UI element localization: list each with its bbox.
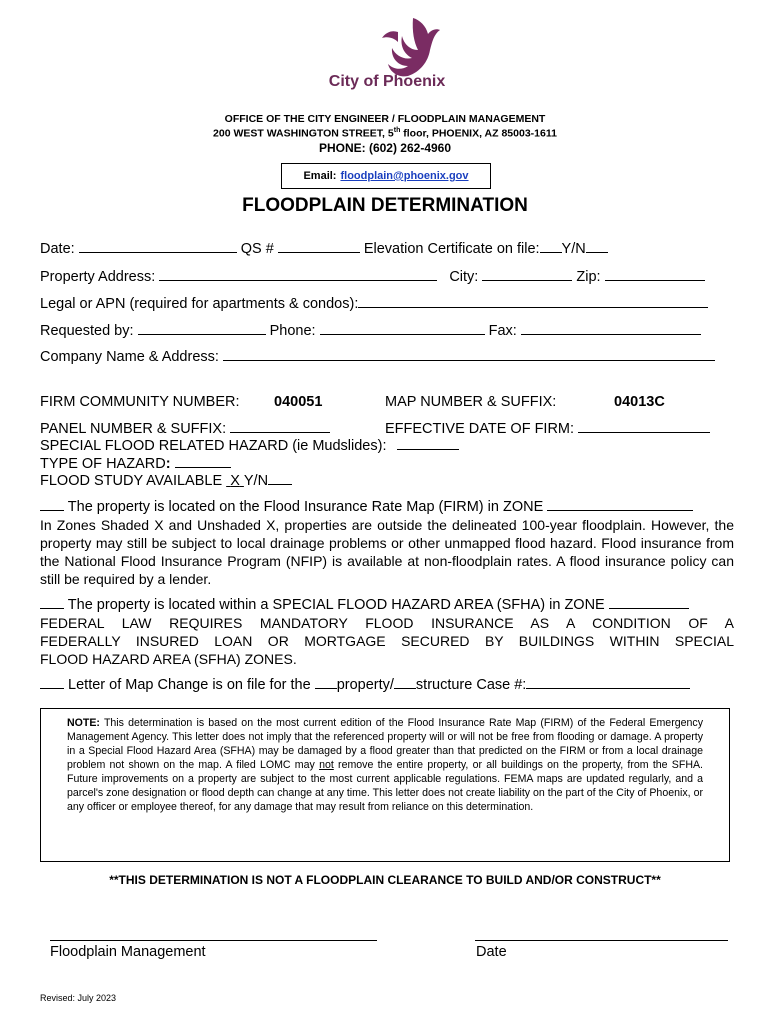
lomc-check[interactable] bbox=[40, 676, 64, 689]
firm-community-label: FIRM COMMUNITY NUMBER: bbox=[40, 394, 240, 410]
property-address-label: Property Address: bbox=[40, 269, 156, 285]
legal-apn-field[interactable] bbox=[358, 295, 708, 308]
lomc-property-label: property/ bbox=[336, 677, 394, 693]
note-box bbox=[40, 708, 730, 862]
zone-x-body: In Zones Shaded X and Unshaded X, properties are outside the delineated 100-year floodplain. However, the property may still be subject to local drainage problems or other unmapped flood hazard. Flood insurance from the National Flood Insurance Program (NFIP) is available at non-floodplain rates. A flood insurance policy can still be required by a lender. bbox=[40, 517, 734, 587]
office-address: 200 WEST WASHINGTON STREET, 5th floor, PHOENIX, AZ 85003-1611 bbox=[213, 127, 557, 140]
zone-x-check[interactable] bbox=[40, 498, 64, 511]
note-label: NOTE: bbox=[67, 717, 100, 729]
date-field[interactable] bbox=[79, 240, 237, 253]
requested-by-label: Requested by: bbox=[40, 323, 134, 339]
signature-line-left[interactable] bbox=[50, 940, 377, 941]
zone-x-lead: The property is located on the Flood Insurance Rate Map (FIRM) in ZONE bbox=[67, 499, 544, 515]
sfha-field[interactable] bbox=[609, 596, 689, 609]
lomc-case-field[interactable] bbox=[526, 676, 690, 689]
lomc-structure-label: structure Case #: bbox=[415, 677, 527, 693]
note-text-1: This determination is based on the most current edition of the Flood Insurance Rate Map (FIRM) of the Federal Emergency Management Agency. This letter does not imply that the referenced property will or will not be free from flooding or damage. A property in a Special Flood Hazard Area (SFHA) may be damaged by a flood greater than that predicted on the FIRM or from a local drainage problem not shown on the map. A filed LOMC may bbox=[67, 717, 703, 771]
signature-label-left: Floodplain Management bbox=[50, 944, 206, 960]
flood-study-value: X bbox=[230, 473, 240, 489]
panel-label: PANEL NUMBER & SUFFIX: bbox=[40, 421, 227, 437]
elevation-label: Elevation Certificate on file: bbox=[363, 241, 540, 257]
effective-field[interactable] bbox=[578, 420, 710, 433]
revised-date: Revised: July 2023 bbox=[40, 993, 117, 1003]
zip-label: Zip: bbox=[576, 269, 601, 285]
lomc-row bbox=[40, 676, 690, 693]
legal-apn-label: Legal or APN (required for apartments & condos): bbox=[40, 296, 359, 312]
legal-row bbox=[40, 295, 708, 312]
company-field[interactable] bbox=[223, 348, 715, 361]
phone-field[interactable] bbox=[320, 322, 485, 335]
note-text-2: remove the entire property, or all buildings on the property, from the SFHA. Future improvements on a property are subject to the most current applicable regulations. FEMA maps are updated regularly, and a parcel's zone designation or flood depth can change at any time. This letter does not create liability on the part of the City of Phoenix, or any officer or employee thereof, for any damage that may result from reliance on this determination. bbox=[67, 759, 703, 813]
email-link[interactable]: floodplain@phoenix.gov bbox=[340, 170, 469, 182]
lomc-property-field[interactable] bbox=[315, 676, 337, 689]
elevation-field[interactable] bbox=[540, 240, 562, 253]
special-hazard-field[interactable] bbox=[397, 437, 459, 450]
sfha-line-3: FLOOD HAZARD AREA (SFHA) ZONES. bbox=[40, 651, 297, 667]
qs-field[interactable] bbox=[278, 240, 360, 253]
fax-field[interactable] bbox=[521, 322, 701, 335]
page-title: FLOODPLAIN DETERMINATION bbox=[242, 195, 528, 216]
flood-study-yn-field[interactable] bbox=[268, 472, 292, 485]
email-box bbox=[281, 163, 491, 189]
type-hazard-row: TYPE OF HAZARD: bbox=[40, 455, 231, 472]
flood-study-row bbox=[40, 472, 292, 489]
sfha-line-1: FEDERAL LAW REQUIRES MANDATORY FLOOD INSURANCE AS A CONDITION OF A bbox=[40, 615, 734, 631]
effective-label: EFFECTIVE DATE OF FIRM: bbox=[385, 421, 575, 437]
type-hazard-field[interactable] bbox=[175, 455, 231, 468]
requested-row bbox=[40, 322, 701, 339]
fax-label: Fax: bbox=[488, 323, 517, 339]
elevation-yn-field[interactable] bbox=[586, 240, 608, 253]
map-number-label: MAP NUMBER & SUFFIX: bbox=[385, 394, 557, 410]
flood-study-yn: Y/N bbox=[243, 473, 269, 489]
clearance-notice: **THIS DETERMINATION IS NOT A FLOODPLAIN CLEARANCE TO BUILD AND/OR CONSTRUCT** bbox=[109, 873, 661, 887]
city-label: City: bbox=[449, 269, 479, 285]
brand-name: City of Phoenix bbox=[328, 73, 446, 90]
date-row bbox=[40, 240, 608, 257]
effective-row bbox=[385, 420, 710, 437]
company-row bbox=[40, 348, 715, 365]
company-label: Company Name & Address: bbox=[40, 349, 219, 365]
sfha-lead-row bbox=[40, 596, 689, 613]
panel-field[interactable] bbox=[230, 420, 330, 433]
signature-label-right: Date bbox=[476, 944, 507, 960]
requested-by-field[interactable] bbox=[138, 322, 266, 335]
office-phone: PHONE: (602) 262-4960 bbox=[318, 141, 452, 155]
special-hazard-label: SPECIAL FLOOD RELATED HAZARD (ie Mudslides): bbox=[40, 438, 387, 454]
email-label: Email: bbox=[303, 170, 337, 182]
firm-community-value: 040051 bbox=[274, 394, 323, 410]
lomc-structure-field[interactable] bbox=[394, 676, 416, 689]
sfha-line-2: FEDERALLY INSURED LOAN OR MORTGAGE SECURED BY BUILDINGS WITHIN SPECIAL bbox=[40, 633, 734, 649]
office-header: OFFICE OF THE CITY ENGINEER / FLOODPLAIN MANAGEMENT bbox=[224, 113, 546, 125]
property-row bbox=[40, 268, 705, 285]
type-hazard-label: TYPE OF HAZARD bbox=[40, 456, 166, 472]
date-label: Date: bbox=[40, 241, 75, 257]
flood-study-label: FLOOD STUDY AVAILABLE bbox=[40, 473, 223, 489]
lomc-label: Letter of Map Change is on file for the bbox=[68, 677, 311, 693]
city-field[interactable] bbox=[482, 268, 572, 281]
elevation-yn: Y/N bbox=[561, 241, 586, 257]
zip-field[interactable] bbox=[605, 268, 705, 281]
note-not: not bbox=[319, 759, 334, 771]
panel-row bbox=[40, 420, 330, 437]
special-hazard-row bbox=[40, 437, 459, 454]
map-number-value: 04013C bbox=[614, 394, 665, 410]
zone-x-lead-row bbox=[40, 498, 693, 515]
sfha-lead: The property is located within a SPECIAL FLOOD HAZARD AREA (SFHA) in ZONE bbox=[67, 597, 605, 613]
property-address-field[interactable] bbox=[159, 268, 437, 281]
phone-label: Phone: bbox=[269, 323, 316, 339]
qs-label: QS # bbox=[240, 241, 274, 257]
sfha-check[interactable] bbox=[40, 596, 64, 609]
zone-x-field[interactable] bbox=[547, 498, 693, 511]
signature-line-right[interactable] bbox=[475, 940, 728, 941]
